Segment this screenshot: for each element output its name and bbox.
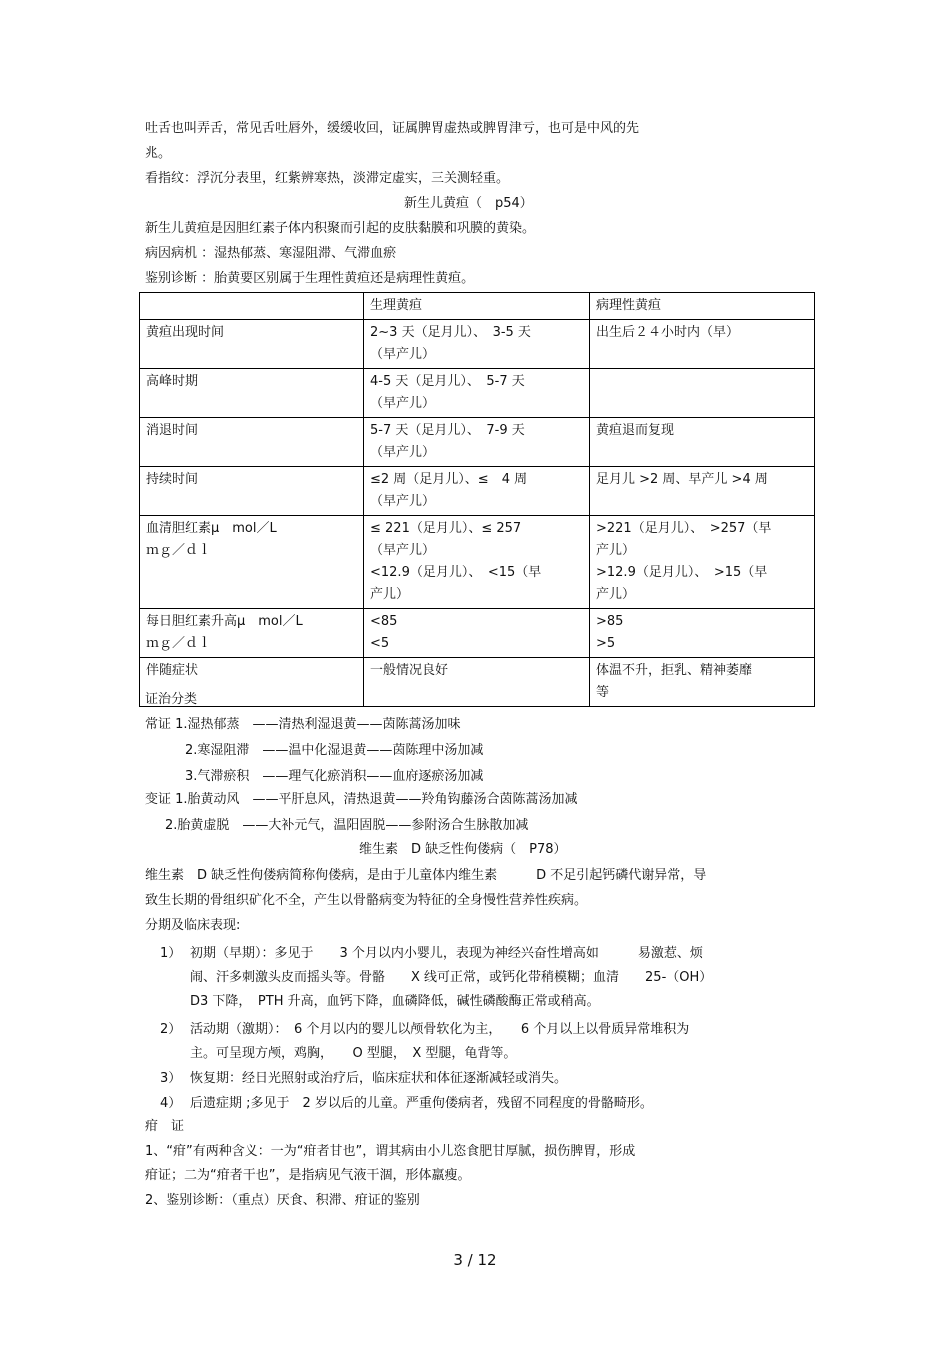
table-header-cell (140, 293, 364, 320)
syndrome-line: 2.寒湿阻滞 ——温中化湿退黄——茵陈理中汤加减 (185, 743, 484, 758)
cell-text: （早产儿） (370, 543, 436, 558)
stage-text: 恢复期：经日光照射或治疗后，临床症状和体征逐渐减轻或消失。 (190, 1071, 568, 1086)
table-row (140, 658, 815, 707)
table-cell-path (590, 609, 815, 658)
table-cell-label (140, 609, 364, 658)
paragraph-differential: 鉴别诊断 ：胎黄要区别属于生理性黄疸还是病理性黄疸。 (145, 271, 475, 286)
table-row (140, 369, 815, 418)
paragraph-rickets-1: 维生素 D 缺乏性佝偻病简称佝偻病，是由于儿童体内维生素 D 不足引起钙磷代谢异常，导 (145, 868, 707, 883)
cell-text: >5 (596, 636, 616, 651)
jaundice-comparison-table (139, 292, 815, 707)
table-cell-path (590, 658, 815, 707)
table-cell-phys (364, 320, 590, 369)
cell-text: >221（足月儿）、 >257（早 (596, 521, 772, 536)
cell-text: 消退时间 (146, 423, 199, 438)
cell-text: 每日胆红素升高μ mol／L (146, 614, 303, 629)
cell-text: （早产儿） (370, 396, 436, 411)
syndrome-line: 3.气滞瘀积 ——理气化瘀消积——血府逐瘀汤加减 (185, 769, 484, 784)
table-cell-phys (364, 658, 590, 707)
table-cell-phys (364, 516, 590, 609)
table-header-row (140, 293, 815, 320)
cell-text: ｍｇ／ｄｌ (146, 636, 212, 651)
table-cell-label (140, 320, 364, 369)
paragraph-finger-pattern: 看指纹：浮沉分表里，红紫辨寒热，淡滞定虚实，三关测轻重。 (145, 171, 510, 186)
cell-text: 产儿） (370, 587, 410, 602)
cell-text: 体温不升，拒乳、精神萎靡 (596, 663, 753, 678)
table-header-cell: 生理黄疸 (364, 293, 590, 320)
paragraph-jaundice-definition: 新生儿黄疸是因胆红素子体内积聚而引起的皮肤黏膜和巩膜的黄染。 (145, 221, 536, 236)
cell-text: 等 (596, 685, 610, 700)
table-cell-label (140, 467, 364, 516)
stage-number: 1） (160, 946, 182, 961)
table-row (140, 418, 815, 467)
cell-text: ≤ 221（足月儿）、≤ 257 (370, 521, 522, 536)
cell-text: 出生后２４小时内（早） (596, 325, 740, 340)
table-cell-path (590, 369, 815, 418)
cell-text: <85 (370, 614, 398, 629)
table-row (140, 609, 815, 658)
cell-text: ≤2 周（足月儿）、≤ 4 周 (370, 472, 528, 487)
cell-text: 2~3 天（足月儿）、 3-5 天 (370, 325, 531, 340)
table-cell-label (140, 516, 364, 609)
table-cell-phys (364, 369, 590, 418)
table-cell-path (590, 320, 815, 369)
cell-text: （早产儿） (370, 347, 436, 362)
stage-number: 2） (160, 1022, 182, 1037)
cell-text: <5 (370, 636, 390, 651)
cell-text: 4-5 天（足月儿）、 5-7 天 (370, 374, 525, 389)
table-cell-phys (364, 467, 590, 516)
cell-text: 产儿） (596, 587, 636, 602)
paragraph-tongue-2: 兆。 (145, 146, 172, 161)
table-cell-path (590, 516, 815, 609)
paragraph-gan-1: 1、“疳”有两种含义：一为“疳者甘也”，谓其病由小儿恣食肥甘厚腻，损伤脾胃，形成 (145, 1144, 636, 1159)
syndrome-line: 变证 1.胎黄动风 ——平肝息风，清热退黄——羚角钩藤汤合茵陈蒿汤加减 (145, 792, 578, 807)
table-cell-label (140, 369, 364, 418)
table-row (140, 320, 815, 369)
cell-text: 足月儿 >2 周、早产儿 >4 周 (596, 472, 768, 487)
paragraph-gan-3: 2、鉴别诊断：（重点）厌食、积滞、疳证的鉴别 (145, 1193, 420, 1208)
stage-text: 闹、汗多刺激头皮而摇头等。骨骼 X 线可正常，或钙化带稍模糊；血清 25-（OH） (190, 970, 713, 985)
cell-text: （早产儿） (370, 494, 436, 509)
syndrome-classification-title: 证治分类 (145, 692, 198, 707)
cell-text: <12.9（足月儿）、 <15（早 (370, 565, 542, 580)
stage-text: 后遗症期 ;多见于 2 岁以后的儿童。严重佝偻病者，残留不同程度的骨骼畸形。 (190, 1096, 653, 1111)
cell-text: 产儿） (596, 543, 636, 558)
page-number: 3 / 12 (453, 1251, 497, 1269)
cell-text: 血清胆红素μ mol／L (146, 521, 277, 536)
cell-text: >85 (596, 614, 624, 629)
table-header-cell: 病理性黄疸 (590, 293, 815, 320)
heading-rickets: 维生素 D 缺乏性佝偻病（ P78） (359, 842, 567, 857)
stages-title: 分期及临床表现: (145, 918, 241, 933)
cell-text: 黄疸退而复现 (596, 423, 675, 438)
table-cell-label (140, 418, 364, 467)
table-cell-path (590, 418, 815, 467)
paragraph-tongue-1: 吐舌也叫弄舌，常见舌吐唇外，缓缓收回，证属脾胃虚热或脾胃津亏，也可是中风的先 (145, 121, 640, 136)
table-cell-phys (364, 418, 590, 467)
cell-text: 一般情况良好 (370, 663, 449, 678)
heading-neonatal-jaundice: 新生儿黄疸（ p54） (404, 196, 533, 211)
cell-text: （早产儿） (370, 445, 436, 460)
syndrome-line: 2.胎黄虚脱 ——大补元气，温阳固脱——参附汤合生脉散加减 (165, 818, 529, 833)
heading-gan-syndrome: 疳 证 (145, 1119, 185, 1134)
table-row (140, 467, 815, 516)
table-row (140, 516, 815, 609)
table-cell-path (590, 467, 815, 516)
cell-text: ｍｇ／ｄｌ (146, 543, 212, 558)
cell-text: 黄疸出现时间 (146, 325, 225, 340)
cell-text: >12.9（足月儿）、 >15（早 (596, 565, 768, 580)
stage-text: 初期（早期）：多见于 3 个月以内小婴儿，表现为神经兴奋性增高如 易激惹、烦 (190, 946, 703, 961)
cell-text: 持续时间 (146, 472, 199, 487)
stage-text: 活动期（激期）： 6 个月以内的婴儿以颅骨软化为主， 6 个月以上以骨质异常堆积为 (190, 1022, 690, 1037)
paragraph-etiology: 病因病机 ：湿热郁蒸、寒湿阻滞、气滞血瘀 (145, 246, 397, 261)
stage-number: 4） (160, 1096, 182, 1111)
paragraph-rickets-2: 致生长期的骨组织矿化不全，产生以骨骼病变为特征的全身慢性营养性疾病。 (145, 893, 588, 908)
stage-text: D3 下降， PTH 升高，血钙下降，血磷降低，碱性磷酸酶正常或稍高。 (190, 994, 600, 1009)
syndrome-line: 常证 1.湿热郁蒸 ——清热利湿退黄——茵陈蒿汤加味 (145, 717, 461, 732)
cell-text: 伴随症状 (146, 663, 199, 678)
cell-text: 高峰时期 (146, 374, 199, 389)
stage-text: 主。可呈现方颅，鸡胸， O 型腿， X 型腿，龟背等。 (190, 1046, 517, 1061)
cell-text: 5-7 天（足月儿）、 7-9 天 (370, 423, 525, 438)
paragraph-gan-2: 疳证；二为“疳者干也”，是指病见气液干涸，形体羸瘦。 (145, 1168, 471, 1183)
table-cell-phys (364, 609, 590, 658)
stage-number: 3） (160, 1071, 182, 1086)
